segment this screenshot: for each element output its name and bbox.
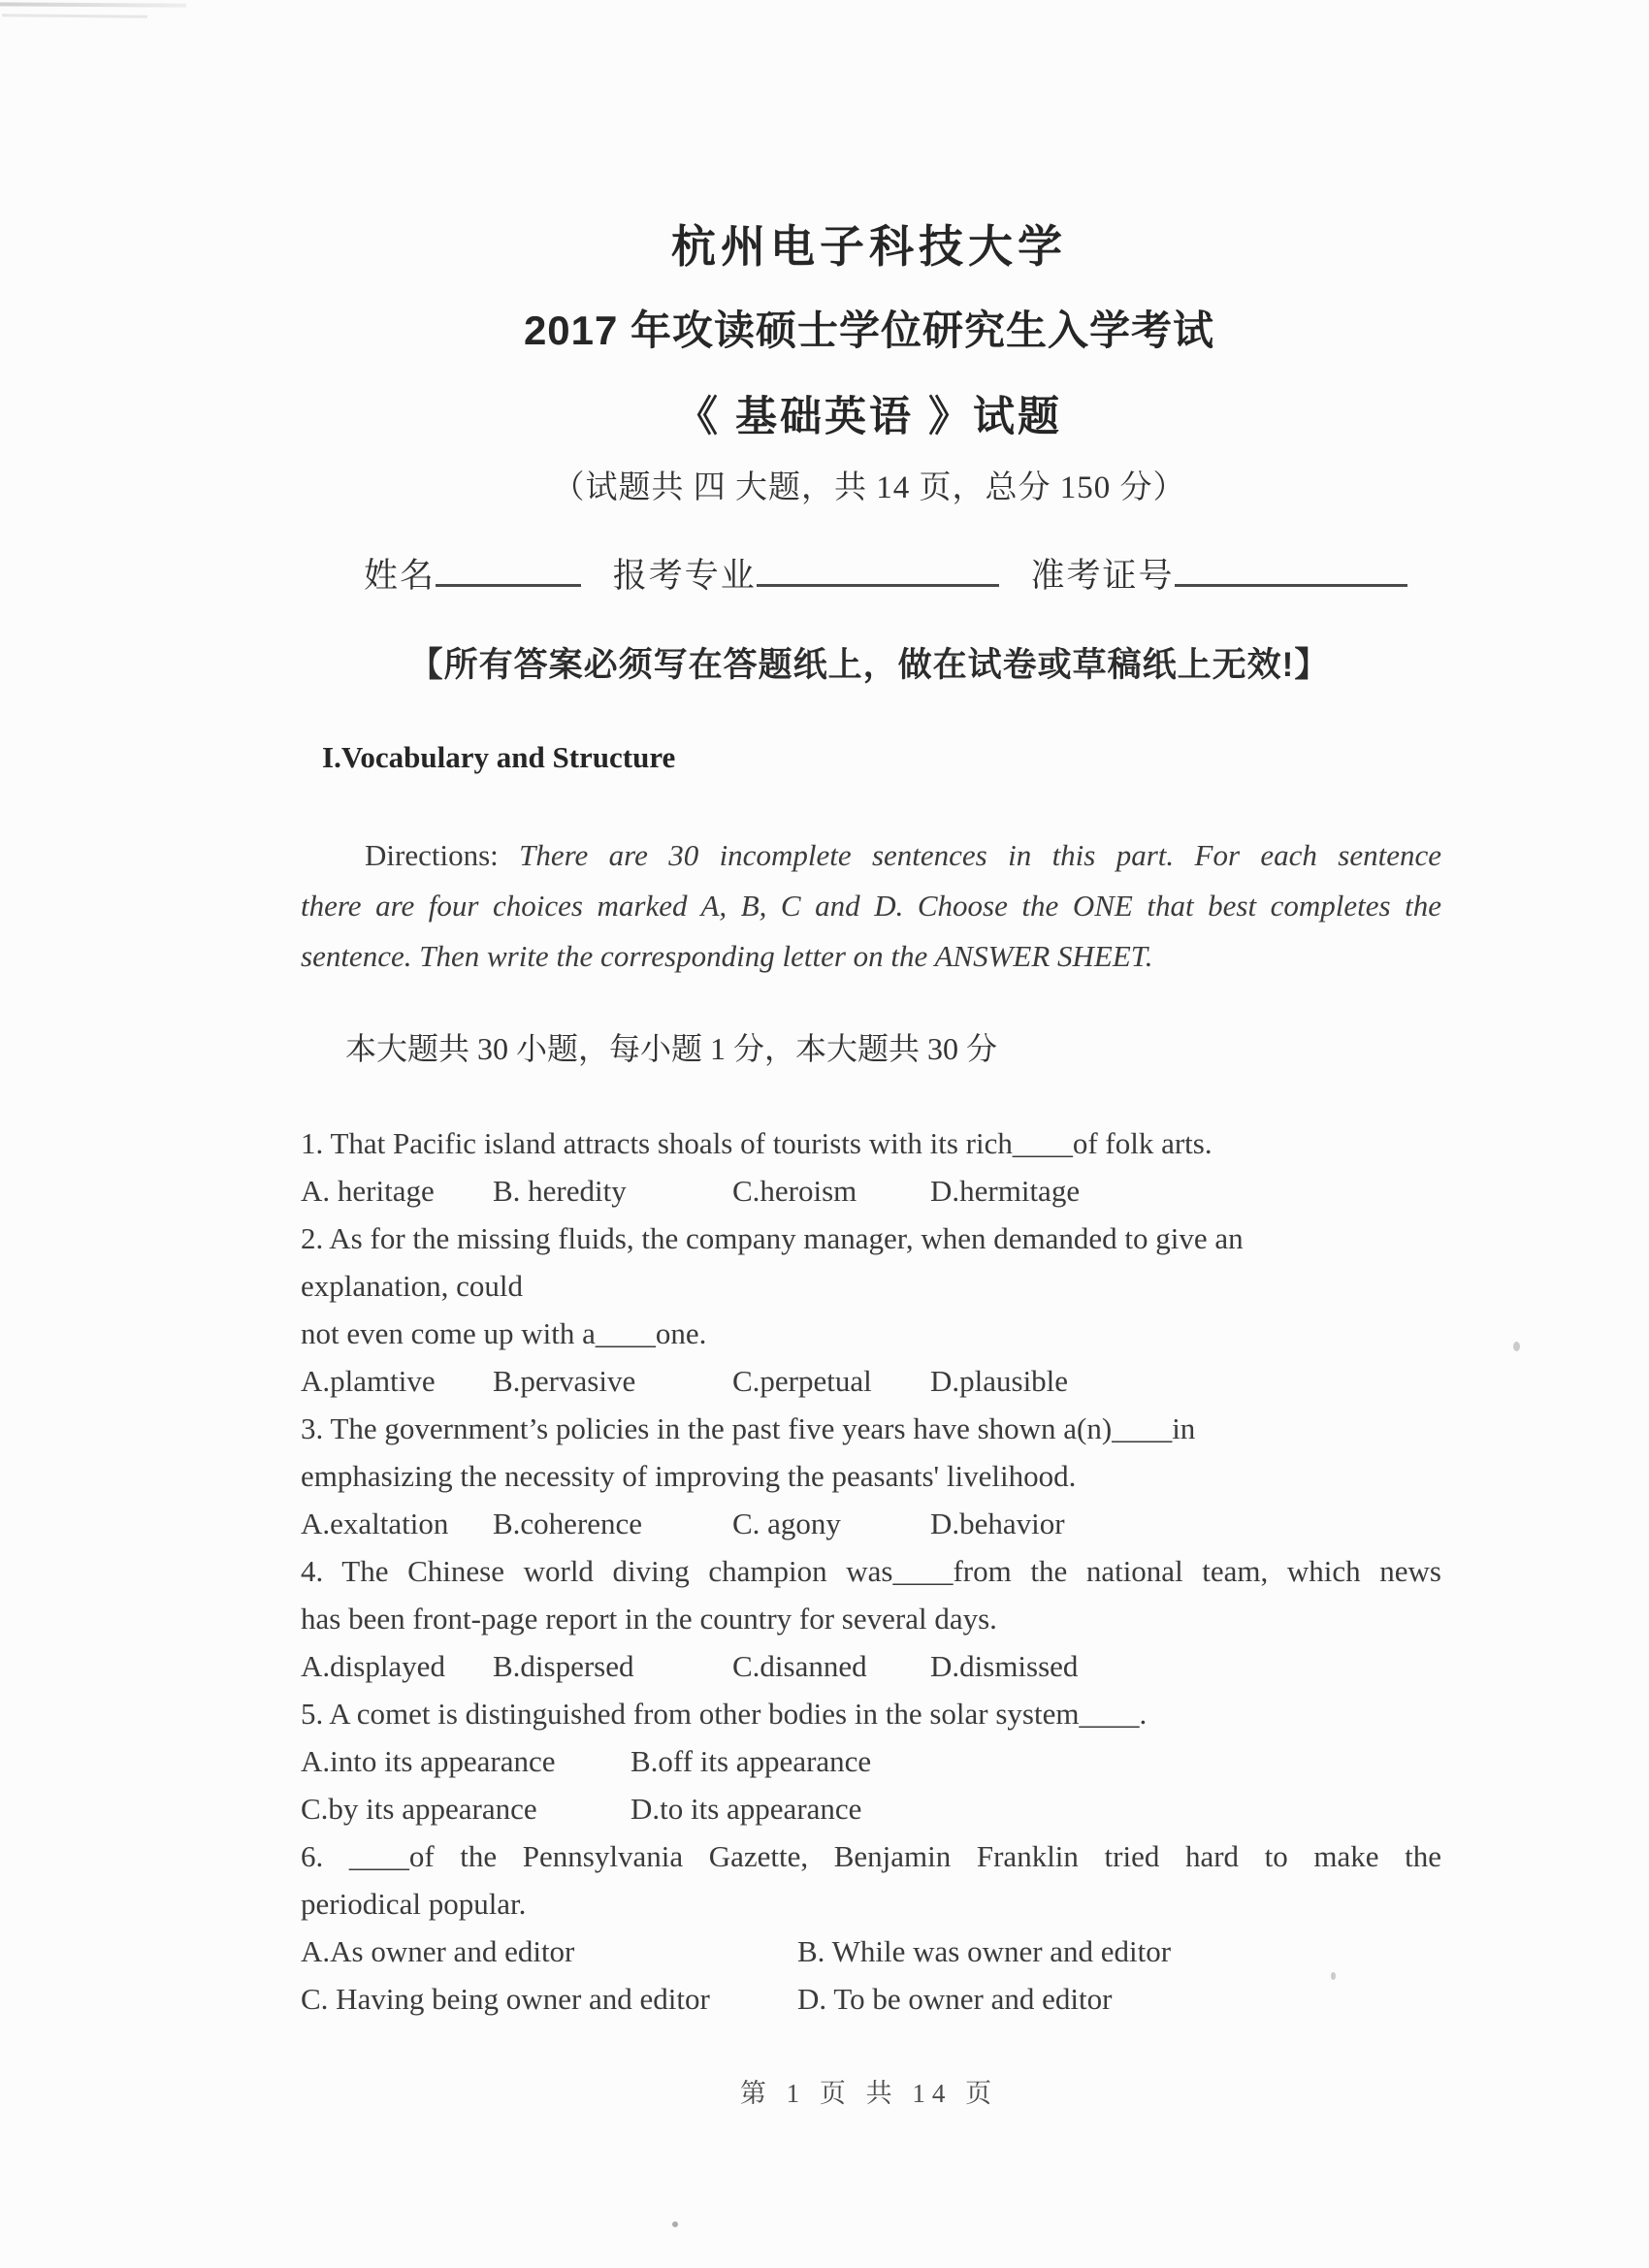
candidate-info-line <box>364 549 1407 598</box>
option-b: B. While was owner and editor <box>797 1934 1172 1968</box>
question-options <box>301 1737 1441 1785</box>
option-a: A.As owner and editor <box>301 1934 575 1968</box>
option-a: A.displayed <box>301 1649 445 1683</box>
option-b: B.pervasive <box>493 1364 636 1398</box>
option-c: C.by its appearance <box>301 1792 537 1826</box>
option-d: D.behavior <box>930 1507 1065 1540</box>
major-label: 报考专业 <box>612 557 757 595</box>
answer-sheet-notice: 【所有答案必须写在答题纸上，做在试卷或草稿纸上无效!】 <box>408 646 1330 684</box>
directions-line-1 <box>301 830 1441 881</box>
questions-list <box>301 1119 1441 2023</box>
admission-no-blank <box>1175 551 1407 587</box>
option-d: D.plausible <box>930 1364 1069 1398</box>
scan-streak-artifact <box>0 2 186 7</box>
question-options <box>301 1975 1441 2023</box>
question-stem: not even come up with a____one. <box>301 1316 707 1350</box>
question-options <box>301 1167 1441 1215</box>
option-d: D. To be owner and editor <box>797 1982 1113 2016</box>
directions-line-3: sentence. Then write the corresponding letter on the ANSWER SHEET. <box>301 939 1153 973</box>
university-title: 杭州电子科技大学 <box>671 221 1067 272</box>
question-options <box>301 1357 1441 1405</box>
option-c: C.heroism <box>732 1174 857 1208</box>
question-options <box>301 1928 1441 1975</box>
question-stem: 1. That Pacific island attracts shoals of tourists with its rich____of folk arts. <box>301 1126 1212 1160</box>
option-c: C. Having being owner and editor <box>301 1982 710 2016</box>
section-1-score-note: 本大题共 30 小题，每小题 1 分，本大题共 30 分 <box>345 1031 998 1066</box>
question-4 <box>301 1547 1441 1690</box>
question-1 <box>301 1119 1441 1215</box>
directions-text: There are 30 incomplete sentences in this part. For each sentence <box>519 838 1441 872</box>
directions-line-2: there are four choices marked A, B, C and D. Choose the ONE that best completes the <box>301 889 1441 923</box>
paper-info-line: （试题共 四 大题，共 14 页，总分 150 分） <box>552 470 1186 505</box>
question-options <box>301 1785 1441 1832</box>
question-5 <box>301 1690 1441 1832</box>
question-6 <box>301 1832 1441 2023</box>
scan-speck-artifact <box>1513 1342 1520 1351</box>
admission-no-label: 准考证号 <box>1030 557 1175 595</box>
scan-speck-artifact <box>672 2221 678 2227</box>
option-b: B.dispersed <box>493 1649 634 1683</box>
page-number: 第 1 页 共 14 页 <box>739 2079 999 2108</box>
question-options <box>301 1500 1441 1547</box>
question-stem: 2. As for the missing fluids, the company manager, when demanded to give an <box>301 1221 1244 1255</box>
paper-subject-title: 《 基础英语 》试题 <box>676 394 1062 440</box>
scan-streak-artifact <box>2 14 147 18</box>
question-stem: 6. ____of the Pennsylvania Gazette, Benjamin Franklin tried hard to make the <box>301 1839 1441 1873</box>
option-b: B. heredity <box>493 1174 627 1208</box>
option-a: A.into its appearance <box>301 1744 556 1778</box>
question-3 <box>301 1405 1441 1547</box>
question-stem: emphasizing the necessity of improving the peasants' livelihood. <box>301 1459 1077 1493</box>
question-stem: has been front-page report in the country for several days. <box>301 1602 997 1636</box>
option-c: C. agony <box>732 1507 841 1540</box>
option-d: D.hermitage <box>930 1174 1081 1208</box>
question-stem: 5. A comet is distinguished from other bodies in the solar system____. <box>301 1697 1148 1731</box>
question-stem: explanation, could <box>301 1269 523 1303</box>
option-b: B.off its appearance <box>630 1744 872 1778</box>
option-d: D.dismissed <box>930 1649 1079 1683</box>
question-stem: periodical popular. <box>301 1887 527 1921</box>
question-stem: 3. The government’s policies in the past five years have shown a(n)____in <box>301 1411 1196 1445</box>
exam-session-title: 2017 年攻读硕士学位研究生入学考试 <box>523 308 1215 353</box>
section-1-directions <box>301 830 1441 982</box>
option-c: C.disanned <box>732 1649 867 1683</box>
question-stem: 4. The Chinese world diving champion was____from the national team, which news <box>301 1554 1441 1588</box>
option-a: A.plamtive <box>301 1364 436 1398</box>
directions-label: Directions: <box>365 838 499 872</box>
name-label: 姓名 <box>364 557 436 595</box>
option-c: C.perpetual <box>732 1364 872 1398</box>
option-d: D.to its appearance <box>630 1792 862 1826</box>
major-blank <box>757 551 999 587</box>
option-b: B.coherence <box>493 1507 643 1540</box>
name-blank <box>436 551 581 587</box>
question-options <box>301 1642 1441 1690</box>
section-1-heading: I.Vocabulary and Structure <box>322 740 676 774</box>
option-a: A.exaltation <box>301 1507 449 1540</box>
option-a: A. heritage <box>301 1174 435 1208</box>
question-2 <box>301 1215 1441 1405</box>
